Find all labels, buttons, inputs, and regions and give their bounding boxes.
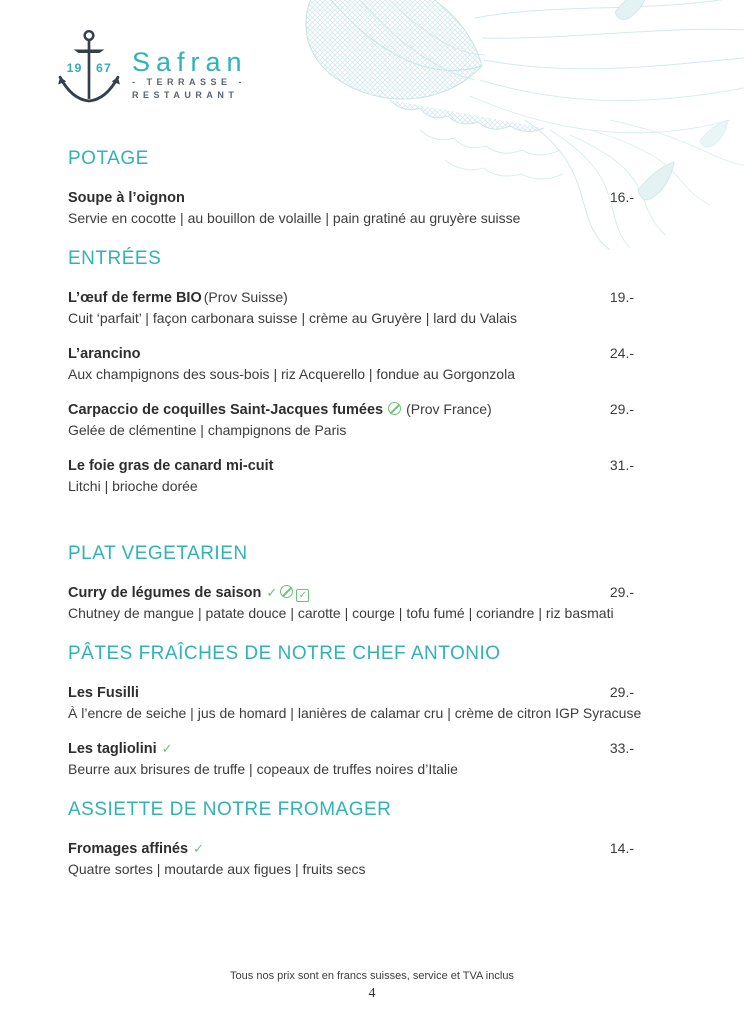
dish-price: 29.- [609,401,634,417]
check-icon: ✓ [161,741,173,756]
dish-header [68,344,634,364]
dish-name: Les tagliolini [68,741,157,757]
section-title: ASSIETTE DE NOTRE FROMAGER [68,799,392,820]
check-icon: ✓ [193,841,204,856]
menu-section [68,541,634,623]
dish-icons [162,740,176,758]
dish-name: Fromages affinés [68,841,189,857]
dish-name: Curry de légumes de saison [68,585,262,601]
dish-header [68,188,634,208]
dish-description: Chutney de mangue | patate douce | carotte | courge | tofu fumé | coriandre | riz basmati [68,605,614,621]
dish-name: L’arancino [68,346,141,362]
checkbox-icon: ✓ [296,589,309,602]
dish-provenance: (Prov Suisse) [203,289,288,305]
dish-header [68,288,634,308]
no-sign-icon [388,402,401,415]
section-items [68,188,634,228]
dish-header [68,839,634,859]
dish-provenance: (Prov France) [406,401,492,417]
menu-item [68,344,634,384]
menu-section [68,246,634,496]
dish-name: Carpaccio de coquilles Saint-Jacques fumées [68,402,384,418]
no-sign-icon [280,585,293,598]
dish-description: Cuit ‘parfait’ | façon carbonara suisse | crème au Gruyère | lard du Valais [68,310,518,326]
section-title: POTAGE [68,148,149,169]
dish-description: À l’encre de seiche | jus de homard | lanières de calamar cru | crème de citron IGP Syracuse [68,705,642,721]
section-items [68,683,642,779]
menu-item [68,739,634,779]
menu-item [68,288,634,328]
menu-item [68,400,634,440]
section-title: PLAT VEGETARIEN [68,543,248,564]
dish-header [68,683,634,703]
section-items [68,583,634,623]
dish-price: 29.- [609,584,634,600]
dish-icons [388,401,404,419]
menu-item [68,456,634,496]
dish-icons [193,840,207,858]
menu-item [68,188,634,228]
logo-subtitle-terrasse: - TERRASSE - [132,77,247,87]
dish-price: 19.- [609,289,634,305]
restaurant-logo [56,28,248,108]
page-number: 4 [368,986,376,1001]
dish-description: Litchi | brioche dorée [68,478,198,494]
dish-header [68,739,634,759]
logo-year-right: 67 [96,61,112,76]
section-title: ENTRÉES [68,248,162,269]
dish-price: 29.- [609,684,634,700]
dish-header [68,583,634,603]
dish-description: Gelée de clémentine | champignons de Paris [68,422,347,438]
dish-name: Soupe à l’oignon [68,190,185,206]
logo-subtitle-restaurant: RESTAURANT [132,90,239,100]
dish-price: 31.- [609,457,634,473]
dish-name: Le foie gras de canard mi-cuit [68,458,274,474]
dish-price: 16.- [609,189,634,205]
dish-name: L’œuf de ferme BIO [68,290,202,306]
page-footer [0,969,744,1002]
menu-content [68,146,642,879]
logo-year-left: 19 [66,61,83,76]
dish-icons [266,584,309,602]
logo-text [132,34,248,102]
dish-name: Les Fusilli [68,685,139,701]
menu-section [68,797,634,879]
section-title: PÂTES FRAÎCHES DE NOTRE CHEF ANTONIO [68,643,501,664]
dish-header [68,400,634,420]
menu-item [68,583,634,623]
menu-section [68,146,634,228]
dish-description: Aux champignons des sous-bois | riz Acquerello | fondue au Gorgonzola [68,366,515,382]
dish-price: 24.- [609,345,634,361]
dish-header [68,456,634,476]
dish-price: 14.- [609,840,634,856]
section-items [68,288,634,496]
menu-item [68,839,634,879]
anchor-icon [56,28,122,108]
logo-name: Safran [132,47,248,77]
price-note: Tous nos prix sont en francs suisses, service et TVA inclus [230,970,514,982]
section-items [68,839,634,879]
dish-price: 33.- [609,740,634,756]
check-icon: ✓ [266,585,278,600]
menu-item [68,683,642,723]
dish-description: Beurre aux brisures de truffe | copeaux de truffes noires d’Italie [68,761,458,777]
menu-section [68,641,642,779]
dish-description: Quatre sortes | moutarde aux figues | fruits secs [68,861,366,877]
dish-description: Servie en cocotte | au bouillon de volaille | pain gratiné au gruyère suisse [68,210,521,226]
